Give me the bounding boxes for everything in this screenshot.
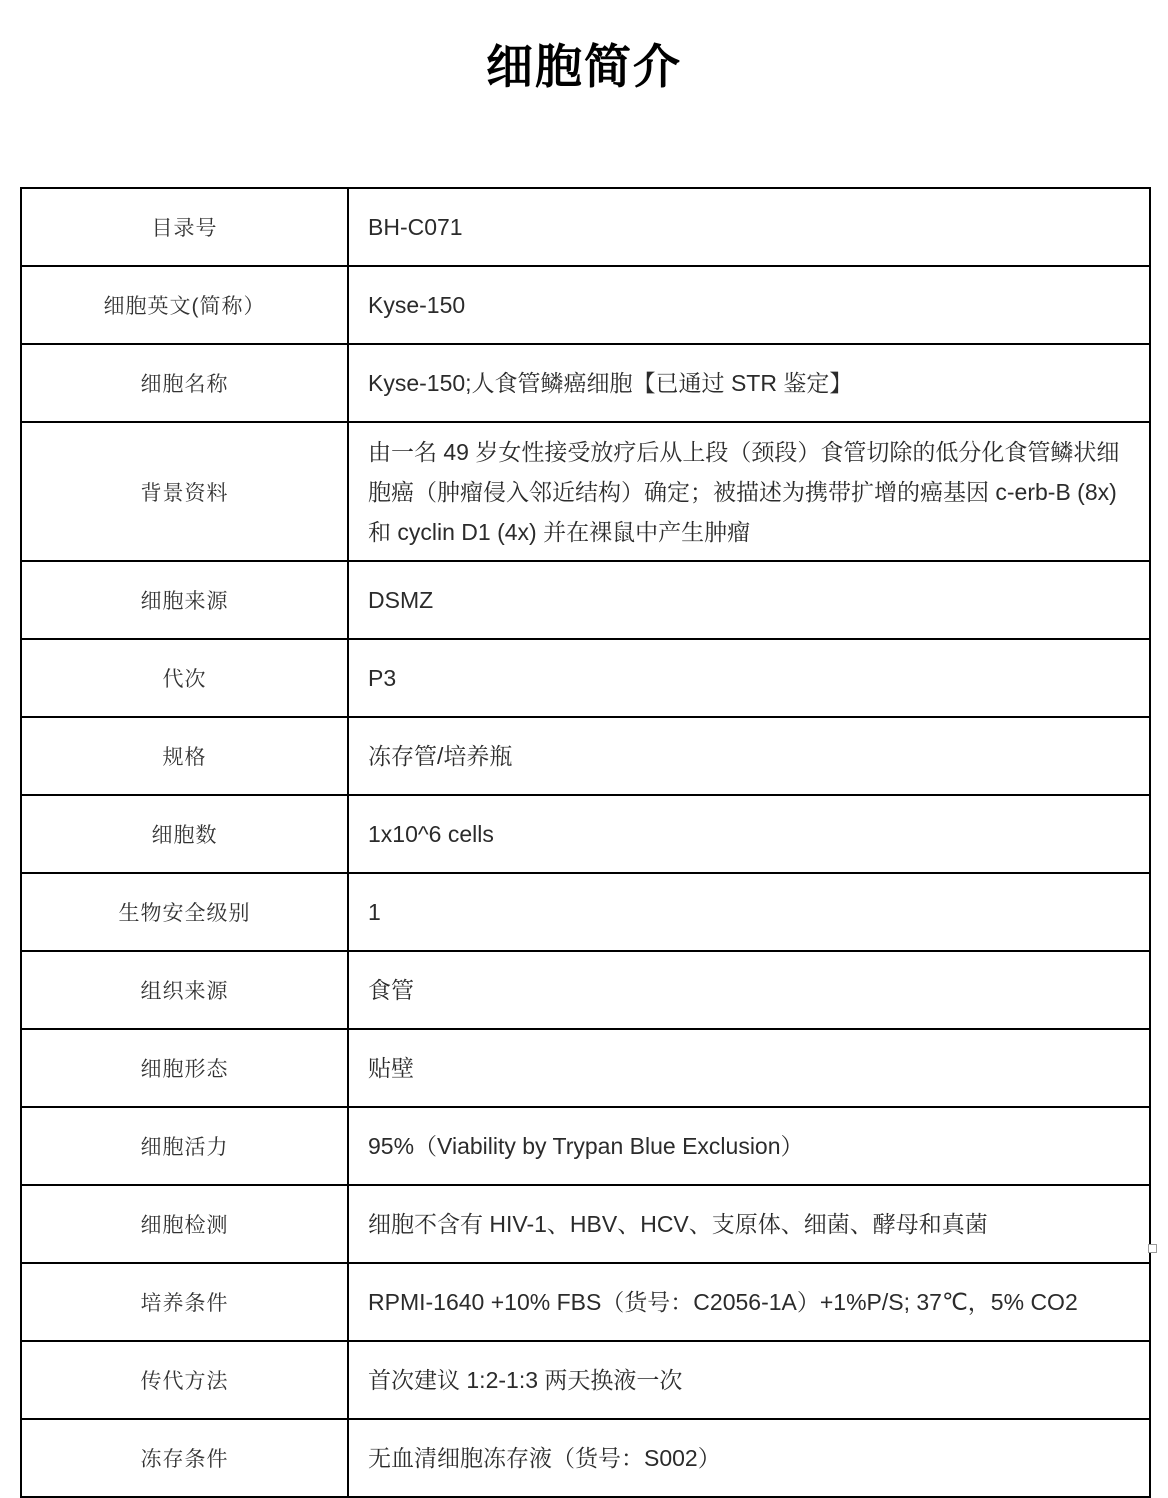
row-value: P3 <box>348 639 1150 717</box>
table-row <box>21 1107 1150 1185</box>
row-label: 细胞来源 <box>21 561 348 639</box>
table-row <box>21 1029 1150 1107</box>
row-label: 细胞英文(简称） <box>21 266 348 344</box>
table-resize-handle[interactable] <box>1148 1244 1157 1253</box>
row-value: 无血清细胞冻存液（货号：S002） <box>348 1419 1150 1497</box>
row-label: 培养条件 <box>21 1263 348 1341</box>
table-row <box>21 1419 1150 1497</box>
table-row <box>21 639 1150 717</box>
row-value: Kyse-150 <box>348 266 1150 344</box>
table-row <box>21 344 1150 422</box>
row-label: 生物安全级别 <box>21 873 348 951</box>
row-value: 首次建议 1:2-1:3 两天换液一次 <box>348 1341 1150 1419</box>
row-label: 背景资料 <box>21 422 348 561</box>
row-value: 食管 <box>348 951 1150 1029</box>
row-value: 由一名 49 岁女性接受放疗后从上段（颈段）食管切除的低分化食管鳞状细胞癌（肿瘤侵入邻近结构）确定；被描述为携带扩增的癌基因 c-erb-B (8x) 和 cyclin D1 (4x) 并在裸鼠中产生肿瘤 <box>348 422 1150 561</box>
row-label: 细胞名称 <box>21 344 348 422</box>
row-value: BH-C071 <box>348 188 1150 266</box>
row-label: 传代方法 <box>21 1341 348 1419</box>
table-row <box>21 717 1150 795</box>
row-value: RPMI-1640 +10% FBS（货号：C2056-1A）+1%P/S; 37℃，5% CO2 <box>348 1263 1150 1341</box>
row-value: 贴壁 <box>348 1029 1150 1107</box>
table-row <box>21 266 1150 344</box>
table-row <box>21 422 1150 561</box>
row-value: Kyse-150;人食管鳞癌细胞【已通过 STR 鉴定】 <box>348 344 1150 422</box>
table-row <box>21 951 1150 1029</box>
row-label: 规格 <box>21 717 348 795</box>
row-value: DSMZ <box>348 561 1150 639</box>
row-label: 细胞活力 <box>21 1107 348 1185</box>
table-row <box>21 1341 1150 1419</box>
row-label: 细胞检测 <box>21 1185 348 1263</box>
row-value: 95%（Viability by Trypan Blue Exclusion） <box>348 1107 1150 1185</box>
table-row <box>21 1185 1150 1263</box>
table-row <box>21 795 1150 873</box>
row-label: 目录号 <box>21 188 348 266</box>
row-value: 冻存管/培养瓶 <box>348 717 1150 795</box>
row-value: 细胞不含有 HIV-1、HBV、HCV、支原体、细菌、酵母和真菌 <box>348 1185 1150 1263</box>
row-label: 代次 <box>21 639 348 717</box>
row-value: 1x10^6 cells <box>348 795 1150 873</box>
row-label: 细胞形态 <box>21 1029 348 1107</box>
row-label: 细胞数 <box>21 795 348 873</box>
table-row <box>21 561 1150 639</box>
row-value: 1 <box>348 873 1150 951</box>
row-label: 组织来源 <box>21 951 348 1029</box>
cell-info-table <box>20 187 1151 1498</box>
table-row <box>21 188 1150 266</box>
row-label: 冻存条件 <box>21 1419 348 1497</box>
table-row <box>21 873 1150 951</box>
page-title: 细胞简介 <box>486 42 682 94</box>
